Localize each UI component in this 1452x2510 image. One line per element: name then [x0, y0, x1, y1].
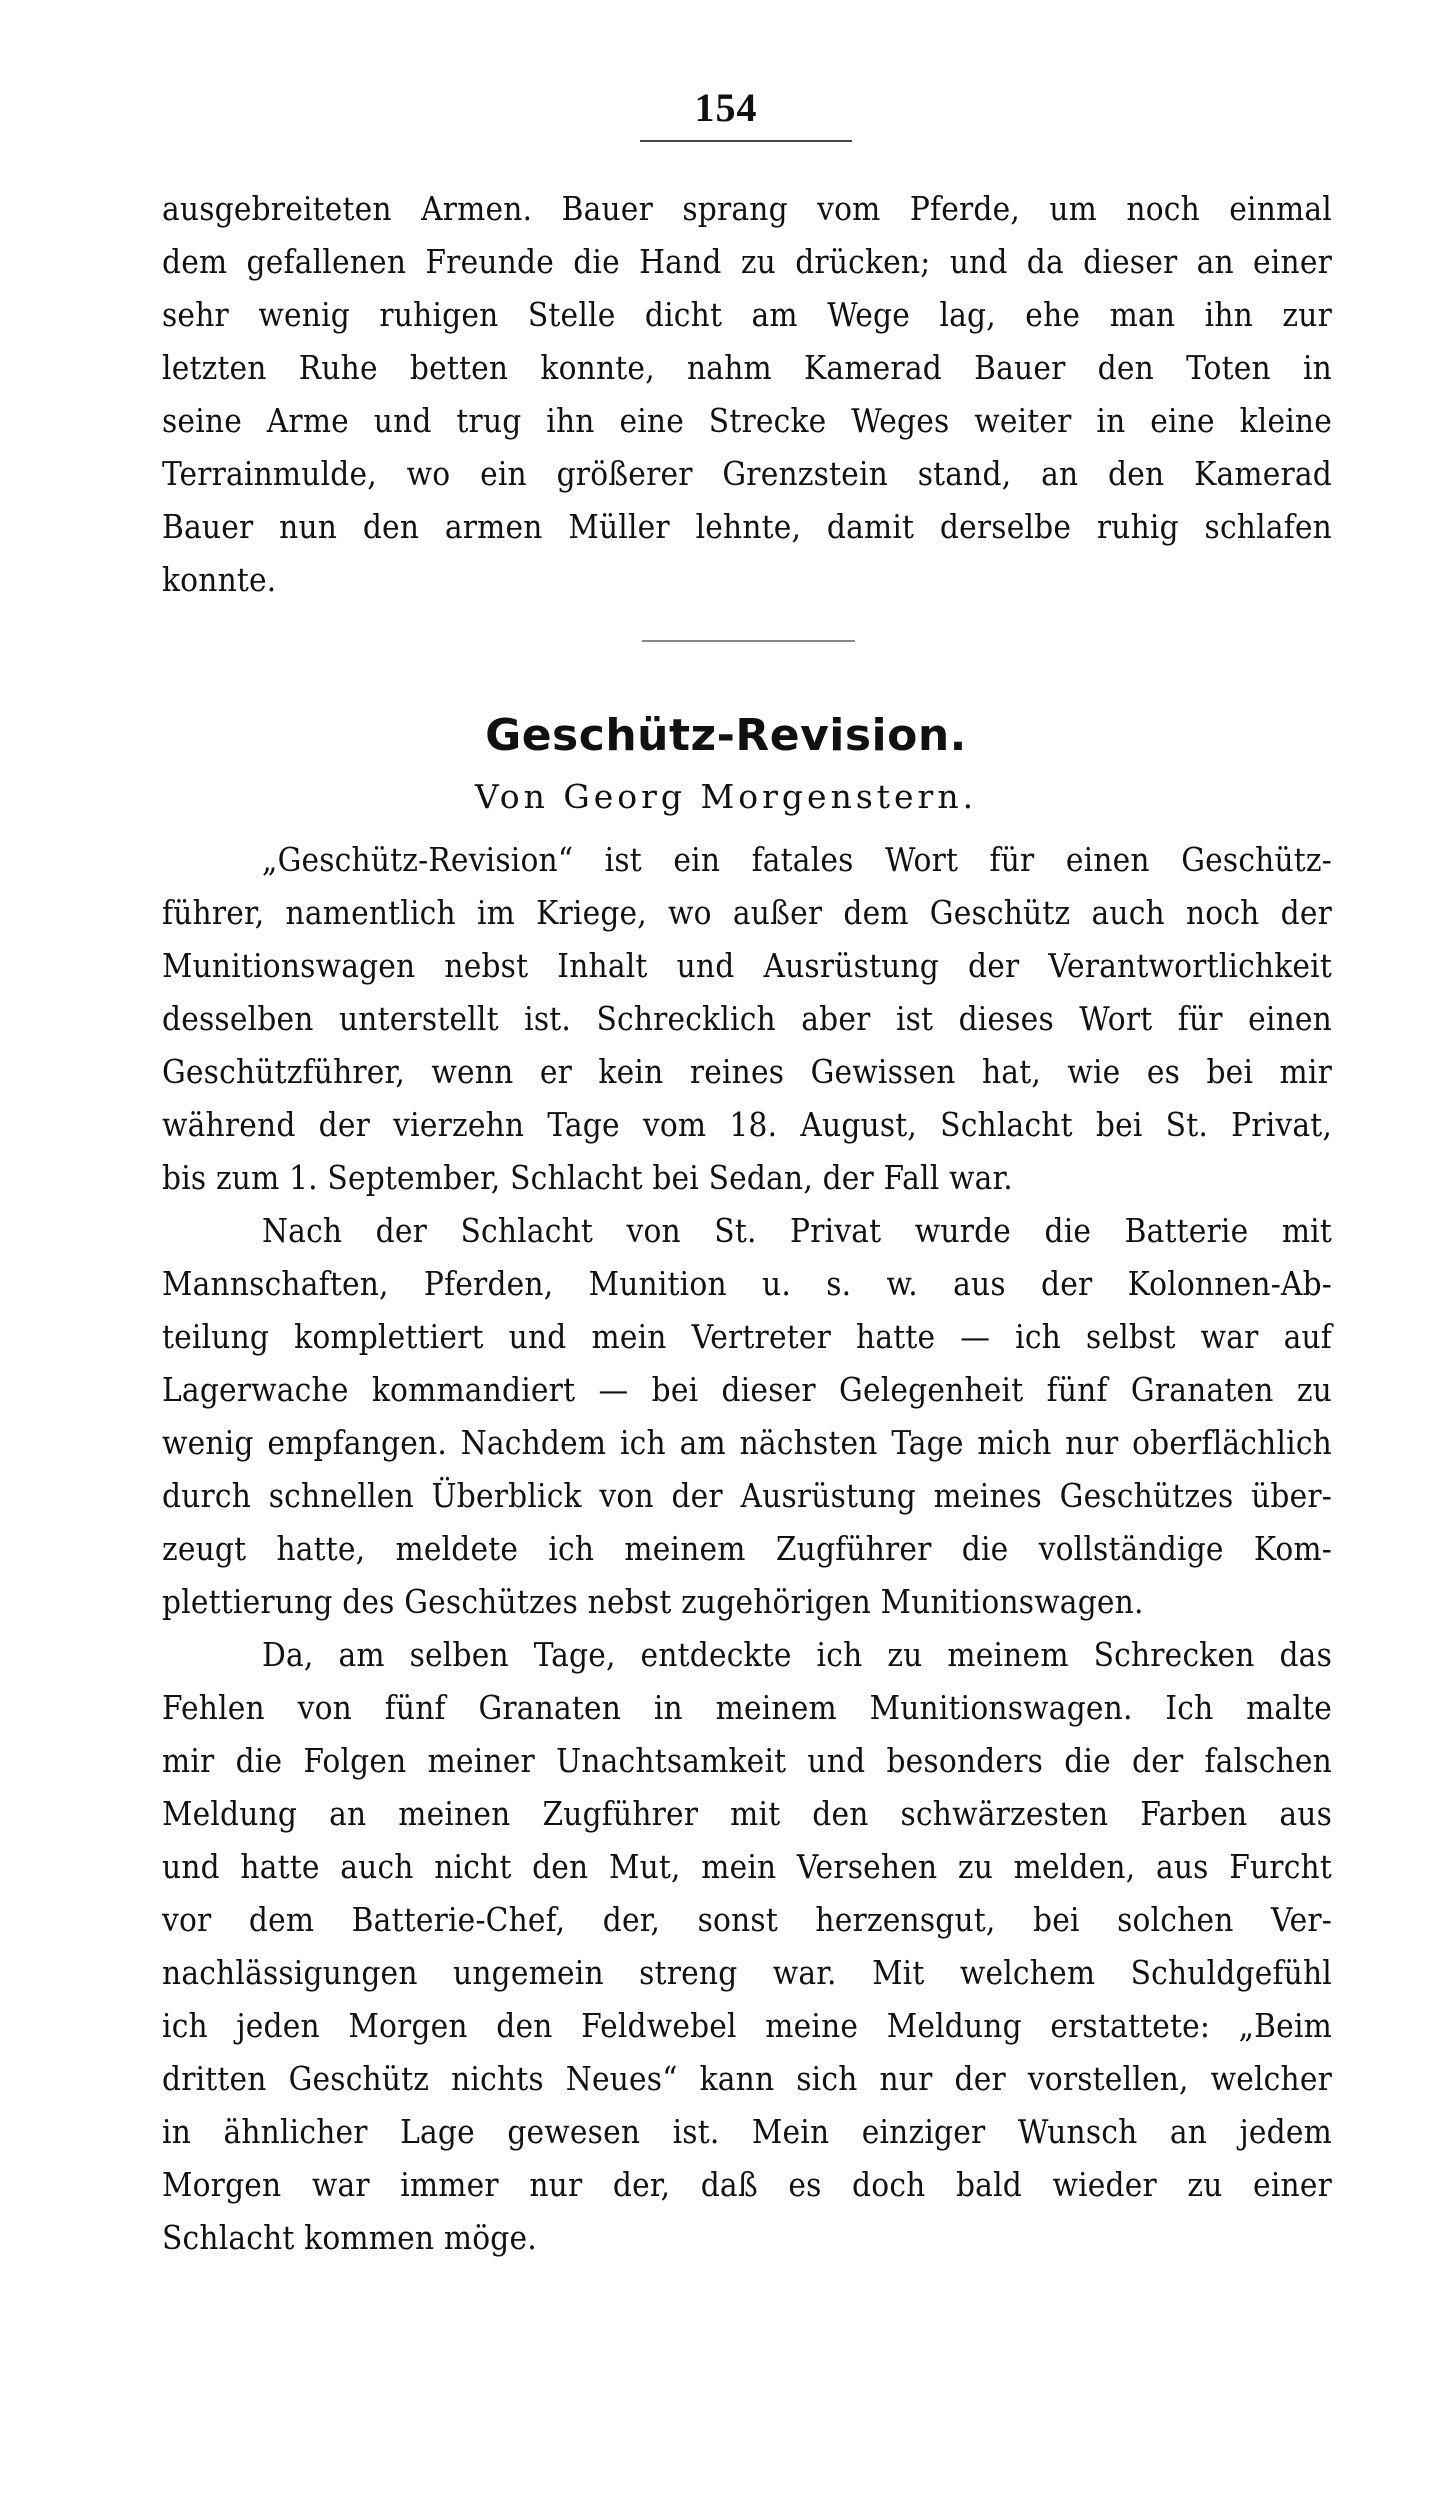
story-title: Geschütz-Revision. — [485, 710, 967, 761]
text-line: Terrainmulde, wo ein größerer Grenzstein stand, an den Kamerad — [162, 454, 1332, 493]
paragraph-1-line: führer, namentlich im Kriege, wo außer dem Geschütz auch noch der — [162, 893, 1332, 932]
paragraph-1-line: Geschützführer, wenn er kein reines Gewissen hat, wie es bei mir — [162, 1052, 1332, 1091]
paragraph-3-line: mir die Folgen meiner Unachtsamkeit und besonders die der falschen — [162, 1741, 1332, 1780]
text-line: ausgebreiteten Armen. Bauer sprang vom Pferde, um noch einmal — [162, 189, 1332, 228]
paragraph-3-line: Da, am selben Tage, entdeckte ich zu meinem Schrecken das — [262, 1635, 1332, 1674]
paragraph-1-line: während der vierzehn Tage vom 18. August, Schlacht bei St. Privat, — [162, 1105, 1332, 1144]
previous-story-ending — [162, 182, 1332, 606]
text-line: letzten Ruhe betten konnte, nahm Kamerad Bauer den Toten in — [162, 348, 1332, 387]
paragraph-2-line: Mannschaften, Pferden, Munition u. s. w. aus der Kolonnen-Ab- — [162, 1264, 1332, 1303]
paragraph-3-line: ich jeden Morgen den Feldwebel meine Meldung erstattete: „Beim — [162, 2006, 1332, 2045]
paragraph-3-line: dritten Geschütz nichts Neues“ kann sich nur der vorstellen, welcher — [162, 2059, 1332, 2098]
text-line: konnte. — [162, 560, 277, 599]
paragraph-3-line: in ähnlicher Lage gewesen ist. Mein einziger Wunsch an jedem — [162, 2112, 1332, 2151]
paragraph-1-line: desselben unterstellt ist. Schrecklich aber ist dieses Wort für einen — [162, 999, 1332, 1038]
paragraph-2-line: plettierung des Geschützes nebst zugehörigen Munitionswagen. — [162, 1582, 1144, 1621]
paragraph-2-line: zeugt hatte, meldete ich meinem Zugführer die vollständige Kom- — [162, 1529, 1332, 1568]
text-line: dem gefallenen Freunde die Hand zu drücken; und da dieser an einer — [162, 242, 1332, 281]
paragraph-3-line: nachlässigungen ungemein streng war. Mit welchem Schuldgefühl — [162, 1953, 1332, 1992]
paragraph-2-line: Lagerwache kommandiert — bei dieser Gelegenheit fünf Granaten zu — [162, 1370, 1332, 1409]
paragraph-3-line: Fehlen von fünf Granaten in meinem Munitionswagen. Ich malte — [162, 1688, 1332, 1727]
paragraph-3-line: und hatte auch nicht den Mut, mein Versehen zu melden, aus Furcht — [162, 1847, 1332, 1886]
paragraph-2-line: wenig empfangen. Nachdem ich am nächsten Tage mich nur oberflächlich — [162, 1423, 1332, 1462]
paragraph-2-line: durch schnellen Überblick von der Ausrüstung meines Geschützes über- — [162, 1476, 1332, 1515]
paragraph-2-line: teilung komplettiert und mein Vertreter hatte — ich selbst war auf — [162, 1317, 1332, 1356]
page-number: 154 — [694, 85, 758, 130]
story-byline: Von Georg Morgenstern. — [474, 777, 978, 816]
text-line: sehr wenig ruhigen Stelle dicht am Wege lag, ehe man ihn zur — [162, 295, 1332, 334]
paragraph-1-line: Munitionswagen nebst Inhalt und Ausrüstung der Verantwortlichkeit — [162, 946, 1332, 985]
story-body — [162, 833, 1332, 2264]
text-line: Bauer nun den armen Müller lehnte, damit derselbe ruhig schlafen — [162, 507, 1332, 546]
paragraph-1-line: bis zum 1. September, Schlacht bei Sedan, der Fall war. — [162, 1158, 1013, 1197]
text-line: seine Arme und trug ihn eine Strecke Weges weiter in eine kleine — [162, 401, 1332, 440]
paragraph-3-line: Schlacht kommen möge. — [162, 2218, 537, 2257]
section-separator — [642, 640, 855, 642]
paragraph-3-line: Meldung an meinen Zugführer mit den schwärzesten Farben aus — [162, 1794, 1332, 1833]
header-rule — [640, 140, 852, 142]
paragraph-3-line: Morgen war immer nur der, daß es doch bald wieder zu einer — [162, 2165, 1332, 2204]
paragraph-2-line: Nach der Schlacht von St. Privat wurde die Batterie mit — [262, 1211, 1332, 1250]
paragraph-1-line: „Geschütz-Revision“ ist ein fatales Wort für einen Geschütz- — [262, 840, 1332, 879]
paragraph-3-line: vor dem Batterie-Chef, der, sonst herzensgut, bei solchen Ver- — [162, 1900, 1332, 1939]
